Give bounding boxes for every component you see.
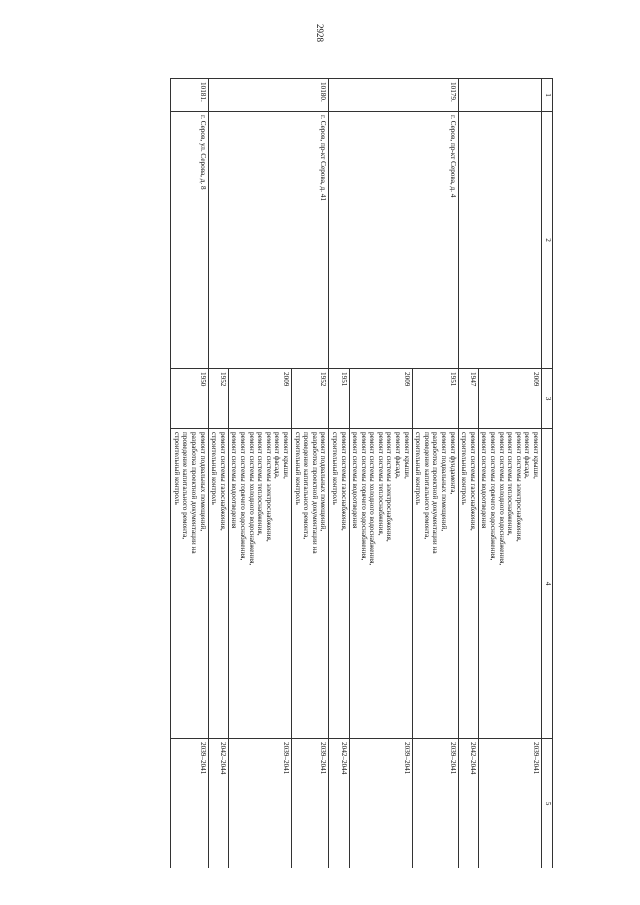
- work-item: ремонт системы водоотведения: [230, 432, 239, 529]
- work-item: строительный контроль: [172, 432, 181, 505]
- work-item: проведение капитального ремонта,: [302, 432, 311, 540]
- work-item: ремонт системы электроснабжения,: [264, 432, 273, 542]
- work-item: строительный контроль: [414, 432, 423, 505]
- period-cell: 2039–2041: [349, 739, 412, 869]
- work-item: проведение капитального ремонта,: [181, 432, 190, 540]
- work-item: строительный контроль: [293, 432, 302, 505]
- work-item: ремонт системы водоотведения: [351, 432, 360, 529]
- work-item: разработка проектной документации на: [431, 432, 440, 554]
- work-item: ремонт крыши,: [532, 432, 540, 479]
- work-item: ремонт системы горячего водоснабжения,: [239, 432, 247, 561]
- work-item: ремонт подвальных помещений,: [198, 432, 207, 532]
- year-cell: 1952: [208, 369, 228, 429]
- table-row: [171, 79, 208, 869]
- work-item: ремонт системы горячего водоснабжения,: [359, 432, 368, 561]
- column-header-2: 2: [542, 112, 553, 369]
- works-cell: [329, 429, 349, 739]
- table-row: [412, 79, 458, 869]
- year-cell: 2009: [228, 369, 291, 429]
- year-cell: 2009: [349, 369, 412, 429]
- work-item: ремонт фасада,: [273, 432, 282, 479]
- building-address: г. Серов, ул. Серова, д. 8: [171, 112, 208, 369]
- work-item: ремонт системы теплоснабжения,: [256, 432, 265, 536]
- period-cell: 2039–2041: [171, 739, 208, 869]
- period-cell: 2039–2041: [291, 739, 328, 869]
- year-cell: 1950: [171, 369, 208, 429]
- work-item: ремонт системы холодного водоснабжения,: [497, 432, 506, 566]
- works-cell: [208, 429, 228, 739]
- work-item: строительный контроль: [210, 432, 219, 505]
- work-item: ремонт фасада,: [523, 432, 532, 479]
- works-cell: [349, 429, 412, 739]
- column-number-row: [542, 79, 553, 869]
- building-address: [458, 112, 541, 369]
- column-header-4: 4: [542, 429, 553, 739]
- row-number: 10179.: [329, 79, 458, 112]
- period-cell: 2042–2044: [208, 739, 228, 869]
- works-cell: [412, 429, 458, 739]
- period-cell: 2042–2044: [329, 739, 349, 869]
- work-item: ремонт системы водоотведения: [480, 432, 489, 529]
- work-item: ремонт крыши,: [402, 432, 411, 479]
- work-item: проведение капитального ремонта,: [422, 432, 431, 540]
- column-header-5: 5: [542, 739, 553, 869]
- landscape-table-frame: [88, 78, 553, 868]
- work-item: ремонт системы холодного водоснабжения,: [247, 432, 256, 566]
- page-number: 2928: [315, 24, 325, 42]
- work-item: ремонт системы газоснабжения,: [218, 432, 227, 531]
- work-item: ремонт системы теплоснабжения,: [506, 432, 515, 536]
- year-cell: 1951: [412, 369, 458, 429]
- table-body: [171, 79, 553, 869]
- work-item: ремонт системы электроснабжения,: [385, 432, 394, 542]
- column-header-1: 1: [542, 79, 553, 112]
- work-item: ремонт крыши,: [281, 432, 290, 479]
- year-cell: 1952: [291, 369, 328, 429]
- row-number: 10181.: [171, 79, 208, 112]
- period-cell: 2039–2041: [478, 739, 541, 869]
- row-number: 10180.: [208, 79, 329, 112]
- table-rotator: [88, 78, 553, 868]
- works-cell: [291, 429, 328, 739]
- work-item: строительный контроль: [330, 432, 339, 505]
- year-cell: 1947: [458, 369, 478, 429]
- work-item: ремонт фундамента,: [448, 432, 457, 495]
- work-item: ремонт системы газоснабжения,: [339, 432, 348, 531]
- year-cell: 2009: [478, 369, 541, 429]
- work-item: ремонт системы горячего водоснабжения,: [489, 432, 498, 561]
- building-address: г. Серов, пр-кт Серова, д. 41: [208, 112, 329, 369]
- row-number: [458, 79, 541, 112]
- works-cell: [478, 429, 541, 739]
- works-cell: [458, 429, 478, 739]
- period-cell: 2039–2041: [412, 739, 458, 869]
- column-header-3: 3: [542, 369, 553, 429]
- works-cell: [171, 429, 208, 739]
- work-item: ремонт системы электроснабжения,: [514, 432, 523, 542]
- year-cell: 1951: [329, 369, 349, 429]
- works-cell: [228, 429, 291, 739]
- repair-schedule-table: [170, 78, 553, 868]
- work-item: разработка проектной документации на: [190, 432, 199, 554]
- work-item: ремонт системы газоснабжения,: [468, 432, 477, 531]
- period-cell: 2042–2044: [458, 739, 478, 869]
- building-address: г. Серов, пр-кт Серова, д. 4: [329, 112, 458, 369]
- work-item: ремонт подвальных помещений,: [319, 432, 328, 532]
- table-row: [478, 79, 541, 869]
- work-item: строительный контроль: [460, 432, 469, 505]
- period-cell: 2039–2041: [228, 739, 291, 869]
- table-row: [291, 79, 328, 869]
- work-item: разработка проектной документации на: [310, 432, 319, 554]
- work-item: ремонт системы теплоснабжения,: [376, 432, 385, 536]
- work-item: ремонт системы холодного водоснабжения,: [368, 432, 377, 566]
- work-item: ремонт подвальных помещений,: [440, 432, 449, 532]
- work-item: ремонт фасада,: [394, 432, 403, 479]
